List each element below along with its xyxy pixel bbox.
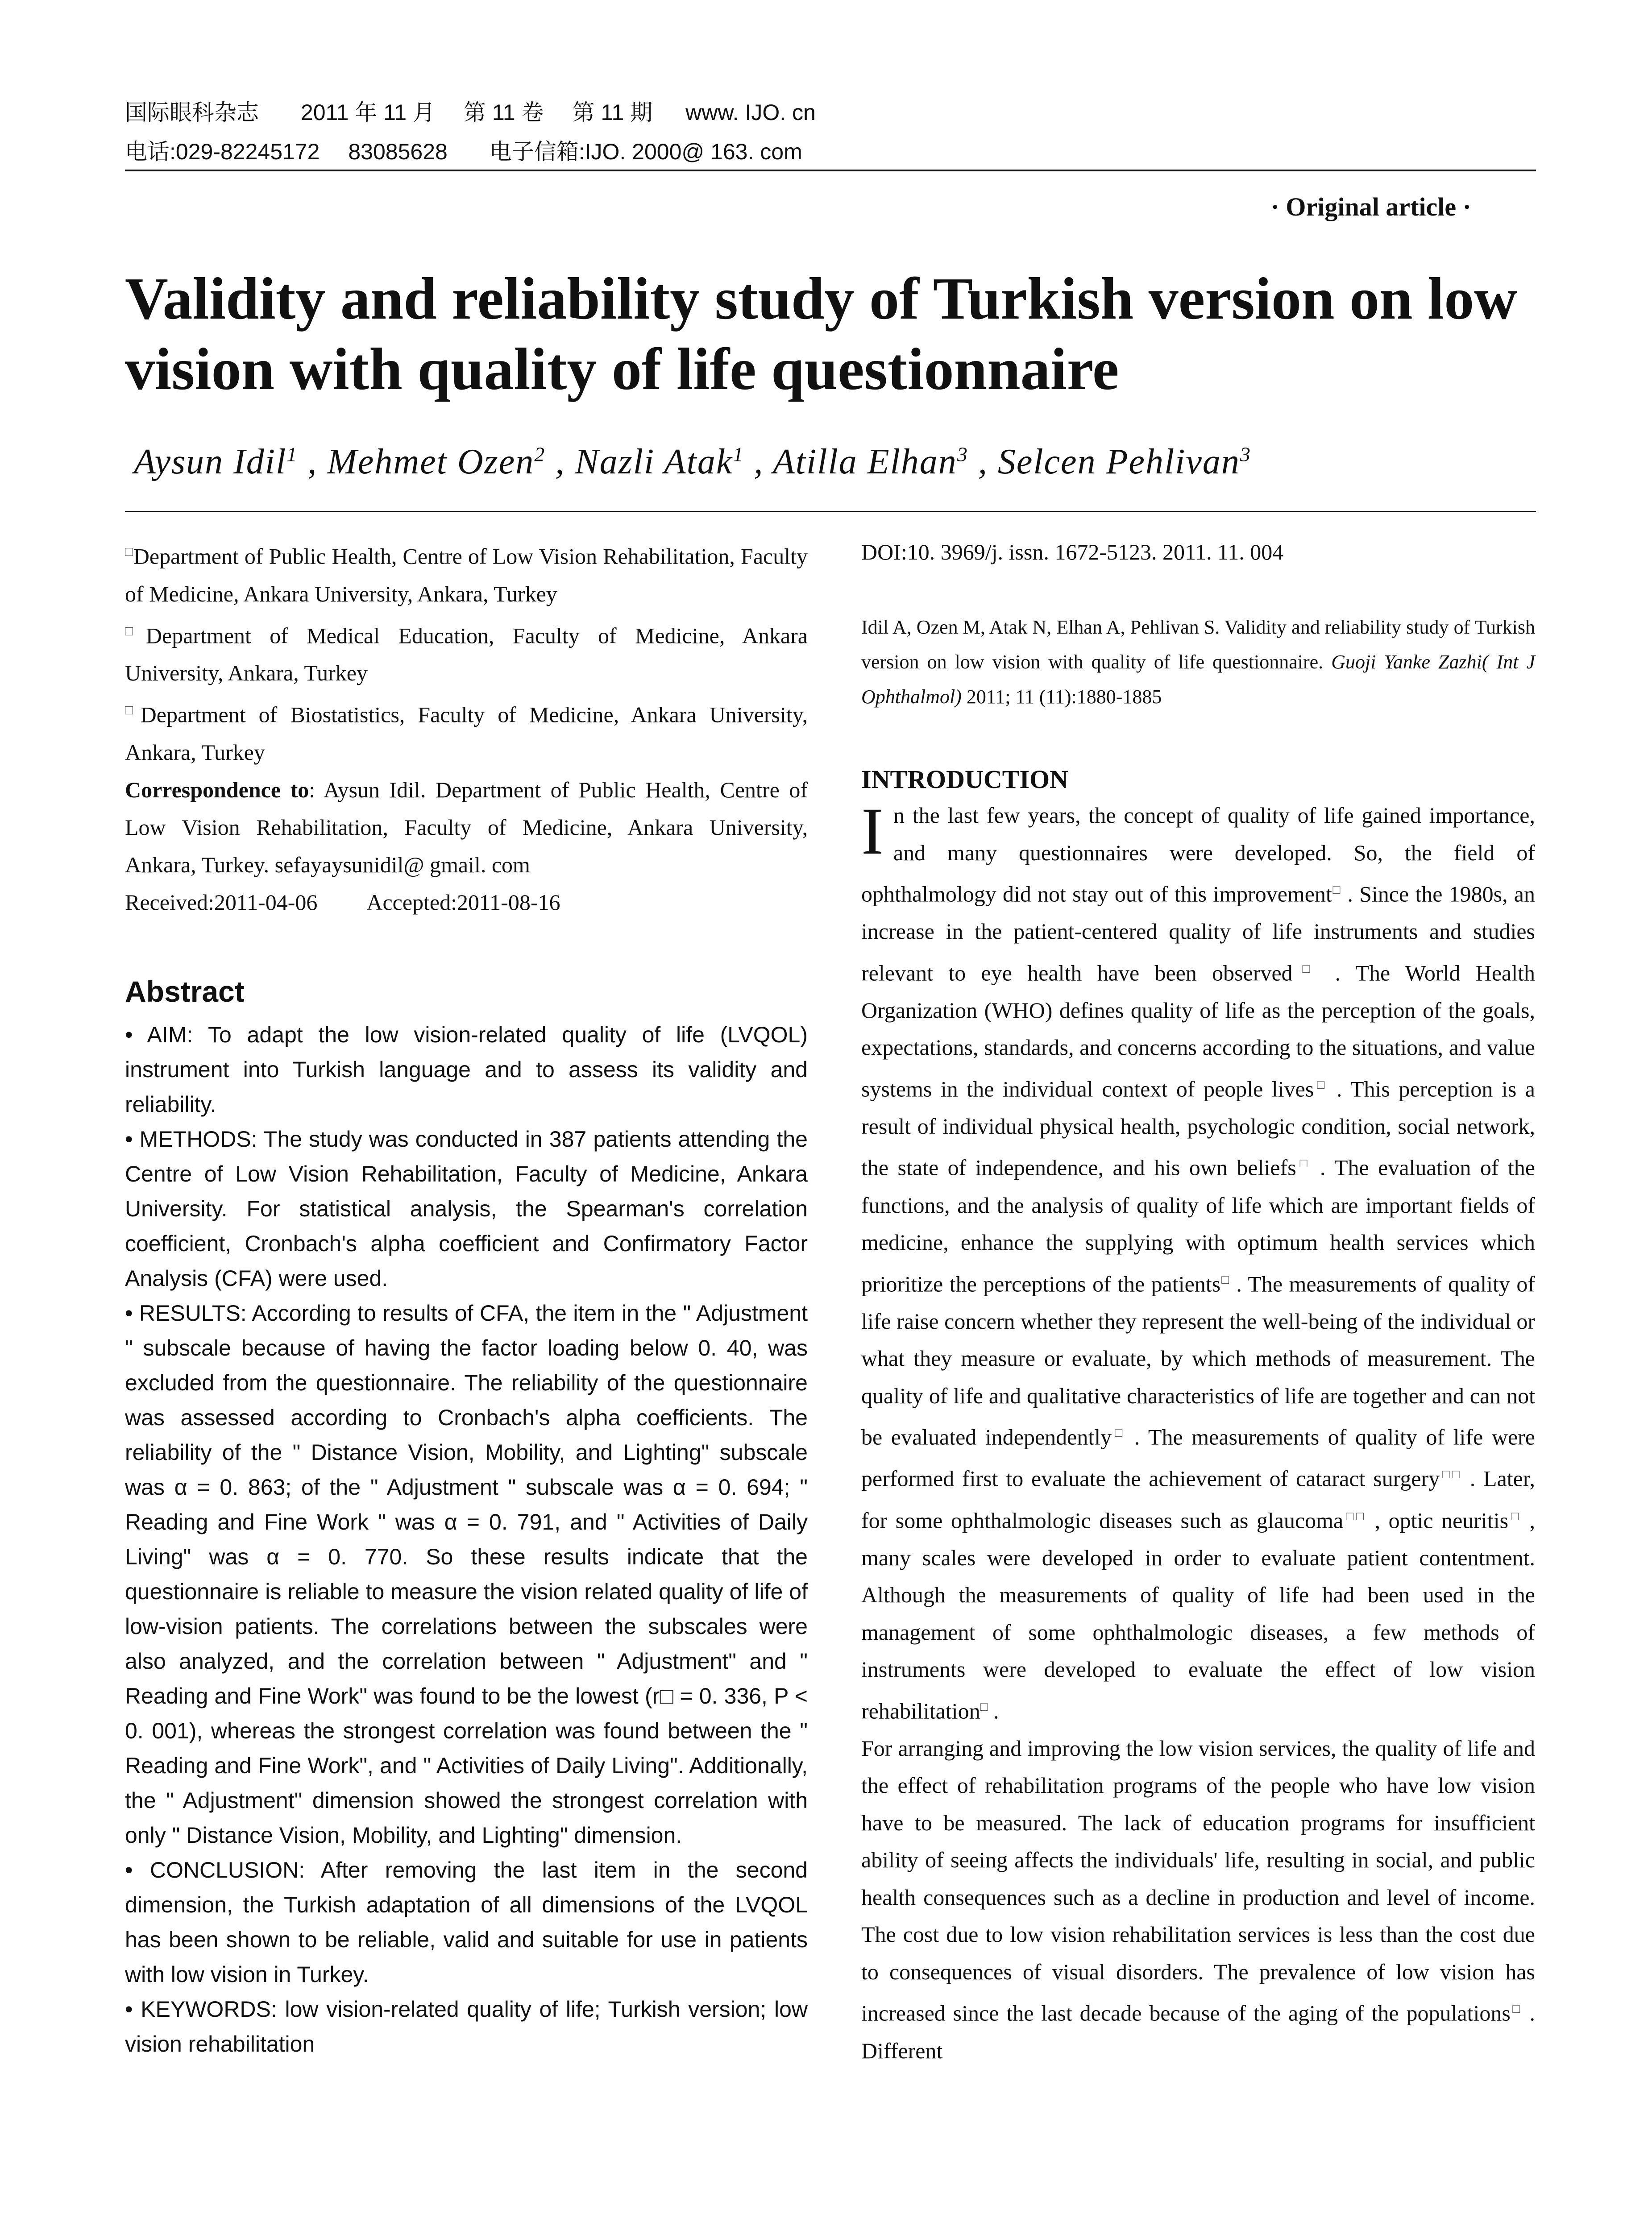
journal-name: 国际眼科杂志	[125, 100, 259, 125]
affiliation-item: □Department of Biostatistics, Faculty of Medicine, Ankara University, Ankara, Turkey	[125, 702, 808, 765]
authors-rule	[125, 511, 1536, 512]
author: Mehmet Ozen$^2$ ,	[327, 442, 575, 481]
right-column	[861, 533, 1535, 2069]
correspondence: Correspondence to: Aysun Idil. Department of Public Health, Centre of Low Vision Rehabilitation, Faculty of Medicine, Ankara University, Ankara, Turkey. sefayaysunidil@ gmail. com	[125, 777, 808, 877]
journal-phone: 电话:029-82245172	[125, 139, 320, 164]
introduction-paragraph-1: In the last few years, the concept of quality of life gained importance, and many questionnaires were developed. So, the field of ophthalmology did not stay out of this improvement□ . Since the 1980s, an increase in the patient-centered quality of life instruments and studies relevant to eye health have been observed□ . The World Health Organization (WHO) defines quality of life as the perception of the goals, expectations, standards, and concerns according to the situations, and value systems in the individual context of people lives□ . This perception is a result of individual physical health, psychologic condition, social network, the state of independence, and his own beliefs□ . The evaluation of the functions, and the analysis of quality of life which are important fields of medicine, enhance the supplying with optimum health services which prioritize the perceptions of the patients□ . The measurements of quality of life raise concern whether they represent the well-being of the individual or what they measure or evaluate, by which methods of measurement. The quality of life and qualitative characteristics of life are together and can not be evaluated independently□ . The measurements of quality of life were performed first to evaluate the achievement of cataract surgery□□ . Later, for some ophthalmologic diseases such as glaucoma□□ , optic neuritis□ , many scales were developed in order to evaluate patient contentment. Although the measurements of quality of life had been used in the management of some ophthalmologic diseases, a few methods of instruments were developed to evaluate the effect of low vision rehabilitation□ .	[861, 794, 1536, 1724]
introduction-heading: INTRODUCTION	[861, 765, 1069, 794]
affiliation-item: □Department of Medical Education, Faculty of Medicine, Ankara University, Ankara, Turkey	[125, 623, 808, 686]
introduction-paragraph-2: For arranging and improving the low vision services, the quality of life and the effect of rehabilitation programs of the people who have low vision have to be measured. The lack of education programs for insufficient ability of seeing affects the individuals' life, resulting in social, and public health consequences such as a decline in production and level of income. The cost due to low vision rehabilitation services is less than the cost due to consequences of visual disorders. The prevalence of low vision has increased since the last decade because of the aging of the populations□ . Different	[861, 1735, 1535, 2063]
affiliation-item: □Department of Public Health, Centre of Low Vision Rehabilitation, Faculty of Medicine, Ankara University, Ankara, Turkey	[125, 543, 808, 606]
journal-header-line-1	[125, 99, 816, 126]
abstract-heading: Abstract	[125, 975, 245, 1008]
abstract-keywords: • KEYWORDS: low vision-related quality of life; Turkish version; low vision rehabilitation	[125, 1996, 808, 2057]
citation-journal: Guoji Yanke Zazhi( Int J Ophthalmol)	[861, 651, 1535, 708]
accepted-date: Accepted:2011-08-16	[366, 889, 560, 915]
doi: DOI:10. 3969/j. issn. 1672-5123. 2011. 11. 004	[861, 539, 1284, 564]
abstract-aim: • AIM: To adapt the low vision-related quality of life (LVQOL) instrument into Turkish language and to assess its validity and reliability.	[125, 1022, 808, 1117]
issue: 第 11 期	[572, 100, 653, 125]
journal-header-line-2	[125, 138, 802, 165]
abstract-methods: • METHODS: The study was conducted in 387 patients attending the Centre of Low Vision Rehabilitation, Faculty of Medicine, Ankara University. For statistical analysis, the Spearman's correlation coefficient, Cronbach's alpha coefficient and Confirmatory Factor Analysis (CFA) were used.	[125, 1126, 808, 1291]
author-list	[134, 442, 1251, 482]
left-column	[125, 533, 808, 2061]
abstract-results: • RESULTS: According to results of CFA, the item in the " Adjustment " subscale because of having the factor loading below 0. 40, was excluded from the questionnaire. The reliability of the questionnaire was assessed according to Cronbach's alpha coefficients. The reliability of the " Distance Vision, Mobility, and Lighting" subscale was α = 0. 863; of the " Adjustment " subscale was α = 0. 694; " Reading and Fine Work " was α = 0. 791, and " Activities of Daily Living" was α = 0. 770. So these results indicate that the questionnaire is reliable to measure the vision related quality of life of low-vision patients. The correlations between the subscales were also analyzed, and the correlation between " Adjustment" and " Reading and Fine Work" was found to be the lowest (r□ = 0. 336, P < 0. 001), whereas the strongest correlation was found between the " Reading and Fine Work", and " Activities of Daily Living". Additionally, the " Adjustment" dimension showed the strongest correlation with only " Distance Vision, Mobility, and Lighting" dimension.	[125, 1300, 808, 1848]
article-dates	[125, 883, 808, 921]
author: Aysun Idil$^1$ ,	[134, 442, 328, 481]
correspondence-label: Correspondence to	[125, 777, 309, 802]
author: Selcen Pehlivan$^3$	[997, 442, 1251, 481]
volume: 第 11 卷	[463, 100, 544, 125]
received-date: Received:2011-04-06	[125, 889, 318, 915]
affiliations	[125, 533, 808, 883]
author: Atilla Elhan$^3$ ,	[772, 442, 998, 481]
journal-website: www. IJO. cn	[685, 100, 816, 125]
abstract-conclusion: • CONCLUSION: After removing the last item in the second dimension, the Turkish adaptation of all dimensions of the LVQOL has been shown to be reliable, valid and suitable for use in patients with low vision in Turkey.	[125, 1857, 808, 1987]
citation: Idil A, Ozen M, Atak N, Elhan A, Pehlivan S. Validity and reliability study of Turkish version on low vision with quality of life questionnaire. Guoji Yanke Zazhi( Int J Ophthalmol) 2011; 11 (11):1880-1885	[861, 616, 1535, 708]
issue-date: 2011 年 11 月	[300, 100, 436, 125]
drop-cap: I	[861, 794, 884, 868]
journal-email: 电子信箱:IJO. 2000@ 163. com	[489, 139, 802, 164]
journal-phone-2: 83085628	[348, 139, 448, 164]
header-rule	[125, 170, 1536, 171]
article-title: Validity and reliability study of Turkish version on low vision with quality of life questionnaire	[125, 265, 1518, 402]
article-type: · Original article ·	[1270, 192, 1471, 221]
author: Nazli Atak$^1$ ,	[575, 442, 773, 481]
abstract-body	[125, 1017, 808, 2061]
